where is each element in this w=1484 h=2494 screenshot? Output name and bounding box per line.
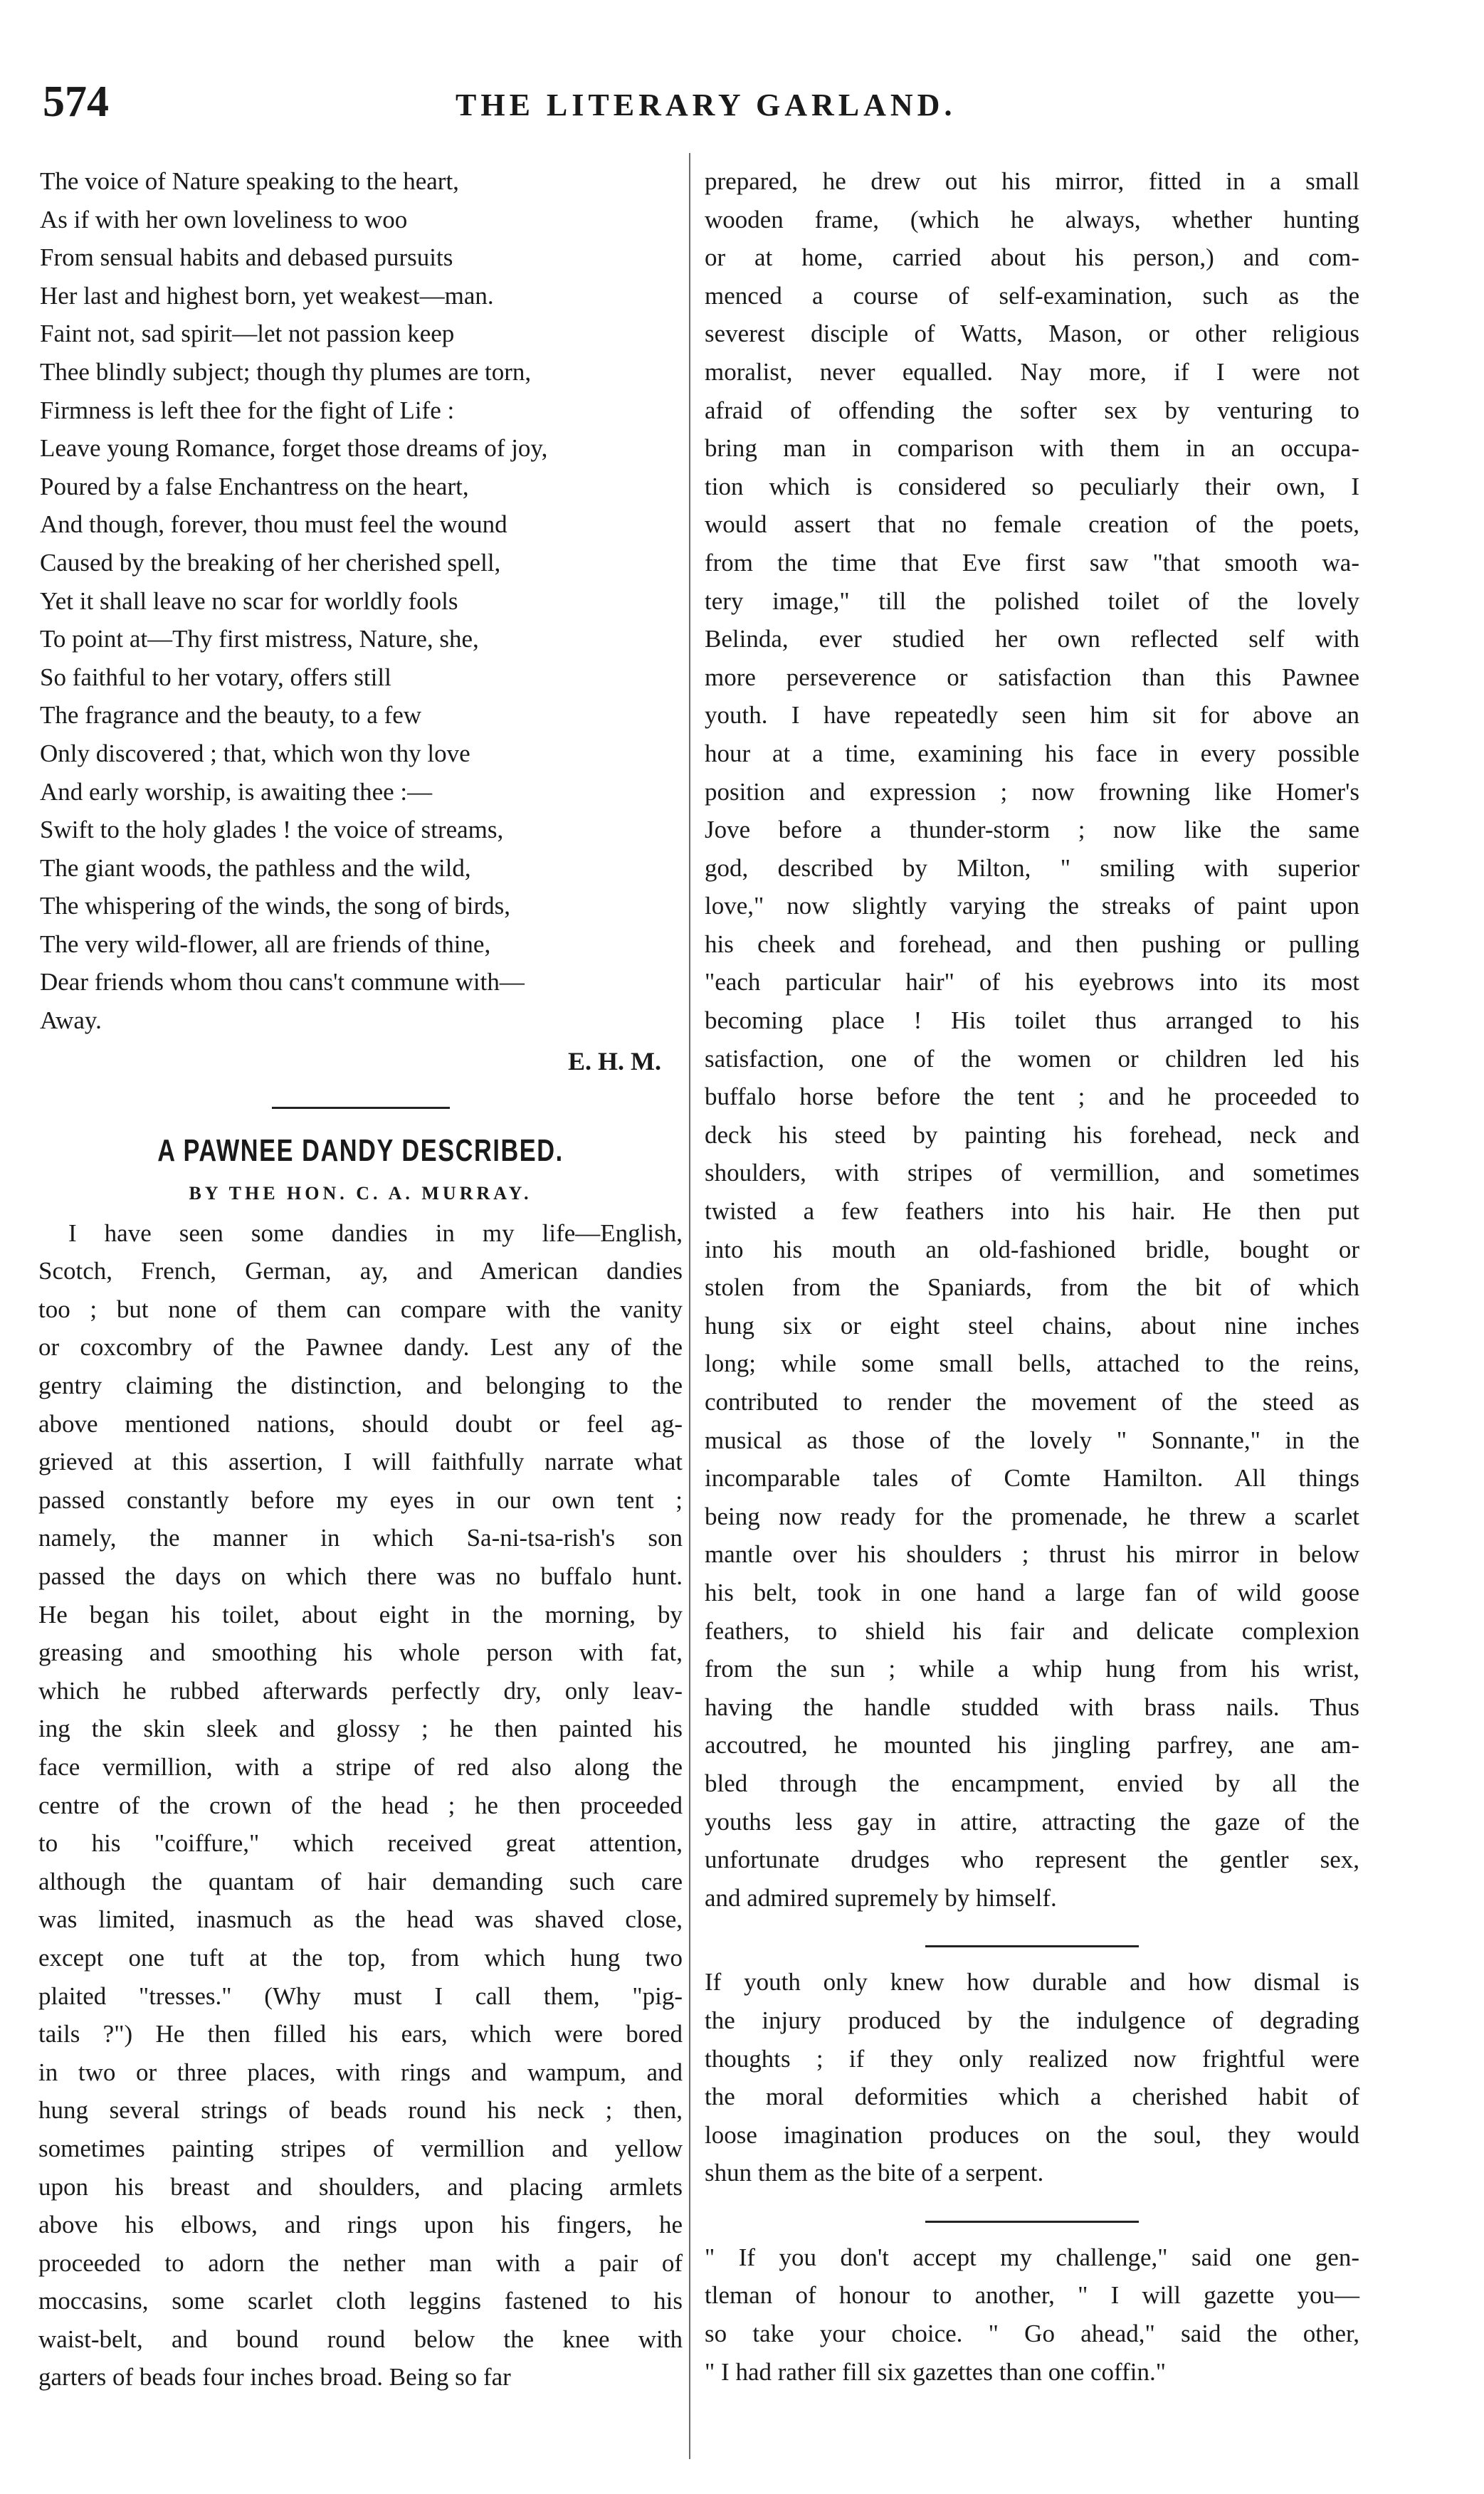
article-line: too ; but none of them can compare with the vanity	[38, 1295, 683, 1323]
maxim-line: the moral deformities which a cherished habit of	[705, 2083, 1359, 2111]
article-line: or at home, carried about his person,) and com-	[705, 243, 1359, 272]
article-line: incomparable tales of Comte Hamilton. All things	[705, 1464, 1359, 1493]
article-line: face vermillion, with a stripe of red also along the	[38, 1752, 683, 1781]
poem-line: As if with her own loveliness to woo	[40, 205, 408, 233]
article-byline: BY THE HON. C. A. MURRAY.	[189, 1182, 532, 1204]
article-line: proceeded to adorn the nether man with a pair of	[38, 2248, 683, 2277]
maxim-paragraph	[705, 1963, 1359, 2192]
anecdote-line: " I had rather fill six gazettes than one coffin."	[705, 2357, 1166, 2386]
article-line: from the sun ; while a whip hung from his wrist,	[705, 1655, 1359, 1683]
article-body-left	[38, 1214, 683, 2396]
article-line: except one tuft at the top, from which hung two	[38, 1943, 683, 1972]
poem-line: So faithful to her votary, offers still	[40, 663, 391, 691]
section-rule	[925, 1945, 1139, 1947]
poem-line: The voice of Nature speaking to the heart,	[40, 167, 459, 195]
poem-line: Thee blindly subject; though thy plumes are torn,	[40, 357, 532, 386]
poem-line: Leave young Romance, forget those dreams of joy,	[40, 434, 548, 463]
article-line: severest disciple of Watts, Mason, or other religious	[705, 320, 1359, 348]
poem-line: Only discovered ; that, which won thy love	[40, 739, 470, 767]
poem-line: To point at—Thy first mistress, Nature, she,	[40, 625, 479, 653]
maxim-line: thoughts ; if they only realized now frightful were	[705, 2044, 1359, 2073]
article-line: waist-belt, and bound round below the knee with	[38, 2325, 683, 2353]
poem-line: Swift to the holy glades ! the voice of streams,	[40, 816, 504, 844]
article-line: I have seen some dandies in my life—English,	[68, 1219, 683, 1247]
article-line: or coxcombry of the Pawnee dandy. Lest any of the	[38, 1333, 683, 1362]
poem-line: And though, forever, thou must feel the wound	[40, 510, 507, 539]
article-line: deck his steed by painting his forehead, neck and	[705, 1120, 1359, 1149]
article-line: would assert that no female creation of the poets,	[705, 510, 1359, 539]
article-line: hung several strings of beads round his neck ; then,	[38, 2096, 683, 2125]
article-body-right	[705, 162, 1359, 1917]
article-line: having the handle studded with brass nails. Thus	[705, 1693, 1359, 1721]
poem	[38, 162, 683, 1040]
poem-line: And early worship, is awaiting thee :—	[40, 777, 433, 806]
article-line: greasing and smoothing his whole person with fat,	[38, 1638, 683, 1667]
column-divider	[689, 153, 690, 2459]
poem-line: Caused by the breaking of her cherished spell,	[40, 548, 501, 577]
article-line: long; while some small bells, attached to the reins,	[705, 1349, 1359, 1378]
article-line: namely, the manner in which Sa-ni-tsa-rish's son	[38, 1524, 683, 1552]
article-line: plaited "tresses." (Why must I call them, "pig-	[38, 1982, 683, 2010]
article-line: Scotch, French, German, ay, and American dandies	[38, 1257, 683, 1285]
article-line: contributed to render the movement of the steed as	[705, 1388, 1359, 1416]
article-line: passed the days on which there was no buffalo hunt.	[38, 1562, 683, 1590]
article-line: above mentioned nations, should doubt or feel ag-	[38, 1409, 683, 1438]
article-line: hour at a time, examining his face in every possible	[705, 739, 1359, 767]
article-line: in two or three places, with rings and wampum, and	[38, 2058, 683, 2086]
article-line: his cheek and forehead, and then pushing or pulling	[705, 930, 1359, 958]
anecdote-line: " If you don't accept my challenge," said one gen-	[705, 2243, 1359, 2271]
section-rule	[272, 1107, 450, 1109]
poem-line: Firmness is left thee for the fight of Life :	[40, 396, 455, 424]
article-line: feathers, to shield his fair and delicate complexion	[705, 1616, 1359, 1645]
maxim-line: loose imagination produces on the soul, they would	[705, 2120, 1359, 2149]
article-line: sometimes painting stripes of vermillion and yellow	[38, 2134, 683, 2162]
article-line: tails ?") He then filled his ears, which were bored	[38, 2020, 683, 2048]
page-number: 574	[43, 78, 109, 126]
article-line: from the time that Eve first saw "that smooth wa-	[705, 548, 1359, 577]
poem-line: Faint not, sad spirit—let not passion keep	[40, 320, 455, 348]
article-line: twisted a few feathers into his hair. He then put	[705, 1197, 1359, 1226]
article-line: tion which is considered so peculiarly their own, I	[705, 472, 1359, 500]
article-line: wooden frame, (which he always, whether hunting	[705, 205, 1359, 233]
maxim-line: shun them as the bite of a serpent.	[705, 2159, 1044, 2187]
article-line: moccasins, some scarlet cloth leggins fastened to his	[38, 2287, 683, 2315]
article-line: He began his toilet, about eight in the morning, by	[38, 1600, 683, 1629]
article-line: gentry claiming the distinction, and belonging to the	[38, 1372, 683, 1400]
article-line: more perseverence or satisfaction than this Pawnee	[705, 663, 1359, 691]
article-line: garters of beads four inches broad. Being so far	[38, 2363, 511, 2392]
article-line: stolen from the Spaniards, from the bit of which	[705, 1273, 1359, 1302]
poem-line: The giant woods, the pathless and the wild,	[40, 853, 471, 882]
article-line: buffalo horse before the tent ; and he proceeded to	[705, 1083, 1359, 1111]
article-line: although the quantam of hair demanding such care	[38, 1867, 683, 1895]
article-line: prepared, he drew out his mirror, fitted in a small	[705, 167, 1359, 195]
article-line: ing the skin sleek and glossy ; he then painted his	[38, 1715, 683, 1743]
article-line: becoming place ! His toilet thus arranged to his	[705, 1006, 1359, 1035]
article-line: shoulders, with stripes of vermillion, and sometimes	[705, 1159, 1359, 1187]
article-line: Belinda, ever studied her own reflected self with	[705, 625, 1359, 653]
poem-signature: E. H. M.	[568, 1046, 661, 1075]
article-line: bring man in comparison with them in an occupa-	[705, 434, 1359, 463]
article-line: Jove before a thunder-storm ; now like the same	[705, 816, 1359, 844]
article-line: youth. I have repeatedly seen him sit for above an	[705, 701, 1359, 730]
anecdote-paragraph	[705, 2238, 1359, 2391]
section-rule	[925, 2221, 1139, 2223]
poem-line: From sensual habits and debased pursuits	[40, 243, 453, 272]
article-line: bled through the encampment, envied by all the	[705, 1769, 1359, 1797]
right-column	[705, 162, 1359, 2391]
article-title: A PAWNEE DANDY DESCRIBED.	[157, 1132, 564, 1168]
article-line: above his elbows, and rings upon his fingers, he	[38, 2211, 683, 2239]
article-line: tery image," till the polished toilet of the lovely	[705, 586, 1359, 615]
anecdote-line: so take your choice. " Go ahead," said the other,	[705, 2320, 1359, 2348]
article-line: hung six or eight steel chains, about nine inches	[705, 1311, 1359, 1340]
article-line: "each particular hair" of his eyebrows into its most	[705, 968, 1359, 996]
article-line: musical as those of the lovely " Sonnante," in the	[705, 1426, 1359, 1454]
article-line: satisfaction, one of the women or children led his	[705, 1044, 1359, 1073]
poem-line: Yet it shall leave no scar for worldly fools	[40, 586, 458, 615]
anecdote-line: tleman of honour to another, " I will gazette you—	[705, 2281, 1359, 2310]
article-line: being now ready for the promenade, he threw a scarlet	[705, 1502, 1359, 1530]
article-line: centre of the crown of the head ; he then proceeded	[38, 1791, 683, 1819]
left-column	[38, 162, 683, 2396]
article-line: mantle over his shoulders ; thrust his mirror in below	[705, 1540, 1359, 1569]
poem-line: The whispering of the winds, the song of birds,	[40, 892, 511, 920]
running-title: THE LITERARY GARLAND.	[456, 88, 957, 122]
article-line: upon his breast and shoulders, and placing armlets	[38, 2172, 683, 2201]
poem-line: The very wild-flower, all are friends of thine,	[40, 930, 491, 958]
poem-line: Dear friends whom thou cans't commune with—	[40, 968, 525, 996]
maxim-line: the injury produced by the indulgence of degrading	[705, 2006, 1359, 2034]
article-line: moralist, never equalled. Nay more, if I were not	[705, 357, 1359, 386]
article-line: grieved at this assertion, I will faithfully narrate what	[38, 1448, 683, 1476]
article-line: position and expression ; now frowning like Homer's	[705, 777, 1359, 806]
article-line: afraid of offending the softer sex by venturing to	[705, 396, 1359, 424]
article-line: god, described by Milton, " smiling with superior	[705, 853, 1359, 882]
article-line: into his mouth an old-fashioned bridle, bought or	[705, 1235, 1359, 1263]
article-line: menced a course of self-examination, such as the	[705, 281, 1359, 310]
article-line: and admired supremely by himself.	[705, 1883, 1057, 1912]
article-line: unfortunate drudges who represent the gentler sex,	[705, 1846, 1359, 1874]
article-line: his belt, took in one hand a large fan of wild goose	[705, 1578, 1359, 1606]
article-line: which he rubbed afterwards perfectly dry, only leav-	[38, 1676, 683, 1705]
maxim-line: If youth only knew how durable and how dismal is	[705, 1968, 1359, 1996]
article-line: accoutred, he mounted his jingling parfrey, ane am-	[705, 1731, 1359, 1759]
poem-line: The fragrance and the beauty, to a few	[40, 701, 422, 730]
poem-line: Poured by a false Enchantress on the heart,	[40, 472, 469, 500]
poem-line: Her last and highest born, yet weakest—man.	[40, 281, 494, 310]
article-line: youths less gay in attire, attracting the gaze of the	[705, 1807, 1359, 1836]
article-line: was limited, inasmuch as the head was shaved close,	[38, 1905, 683, 1934]
article-line: to his "coiffure," which received great attention,	[38, 1829, 683, 1858]
article-line: passed constantly before my eyes in our own tent ;	[38, 1485, 683, 1514]
article-line: love," now slightly varying the streaks of paint upon	[705, 892, 1359, 920]
poem-line: Away.	[40, 1006, 102, 1035]
